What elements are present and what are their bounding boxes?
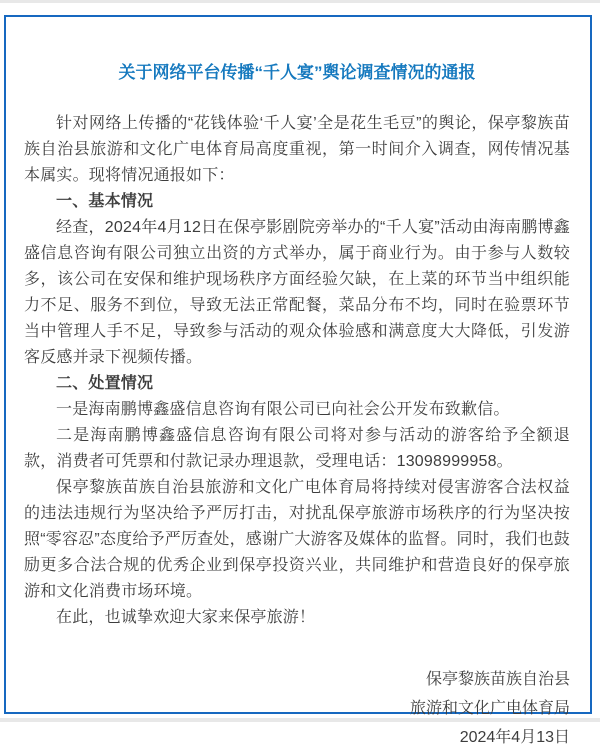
paragraph-welcome: 在此，也诚挚欢迎大家来保亭旅游！	[56, 609, 316, 626]
paragraph-intro: 针对网络上传播的“花钱体验‘千人宴’全是花生毛豆”的舆论，保亭黎族苗族自治县旅游和文化广电体育局高度重视，第一时间介入调查，网传情况基本属实。现将情况通报如下：	[24, 115, 570, 184]
notice-title: 关于网络平台传播“千人宴”舆论调查情况的通报	[118, 63, 476, 82]
section-heading-basic-situation: 一、基本情况	[56, 193, 154, 210]
paragraph-enforcement: 保亭黎族苗族自治县旅游和文化广电体育局将持续对侵害游客合法权益的违法违规行为坚决给予严厉打击，对扰乱保亭旅游市场秩序的行为坚决按照“零容忍”态度给予严厉查处，感谢广大游客及媒体的监督。同时，我们也鼓励更多合法合规的优秀企业到保亭投资兴业，共同维护和营造良好的保亭旅游和文化消费市场环境。	[24, 479, 570, 600]
notice-box	[4, 15, 592, 746]
paragraph-apology-letter: 一是海南鹏博鑫盛信息咨询有限公司已向社会公开发布致歉信。	[56, 401, 510, 418]
bottom-edge-strip	[0, 718, 600, 722]
top-edge-strip	[0, 0, 600, 3]
notice-content	[6, 17, 590, 752]
section-heading-handling: 二、处置情况	[56, 375, 154, 392]
paragraph-investigation: 经查，2024年4月12日在保亭影剧院旁举办的“千人宴”活动由海南鹏博鑫盛信息咨询有限公司独立出资的方式举办，属于商业行为。由于参与人数较多，该公司在安保和维护现场秩序方面经验欠缺，在上菜的环节当中组织能力不足、服务不到位，导致无法正常配餐，菜品分布不均，同时在验票环节当中管理人手不足，导致参与活动的观众体验感和满意度大大降低，引发游客反感并录下视频传播。	[24, 219, 570, 366]
signature-block	[24, 665, 570, 752]
paragraph-refund-phone: 二是海南鹏博鑫盛信息咨询有限公司将对参与活动的游客给予全额退款，消费者可凭票和付款记录办理退款，受理电话：13098999958。	[24, 427, 570, 470]
signature-date: 2024年4月13日	[459, 729, 570, 746]
signature-org-line2: 旅游和文化广电体育局	[409, 700, 570, 717]
signature-org-line1: 保亭黎族苗族自治县	[425, 671, 570, 688]
